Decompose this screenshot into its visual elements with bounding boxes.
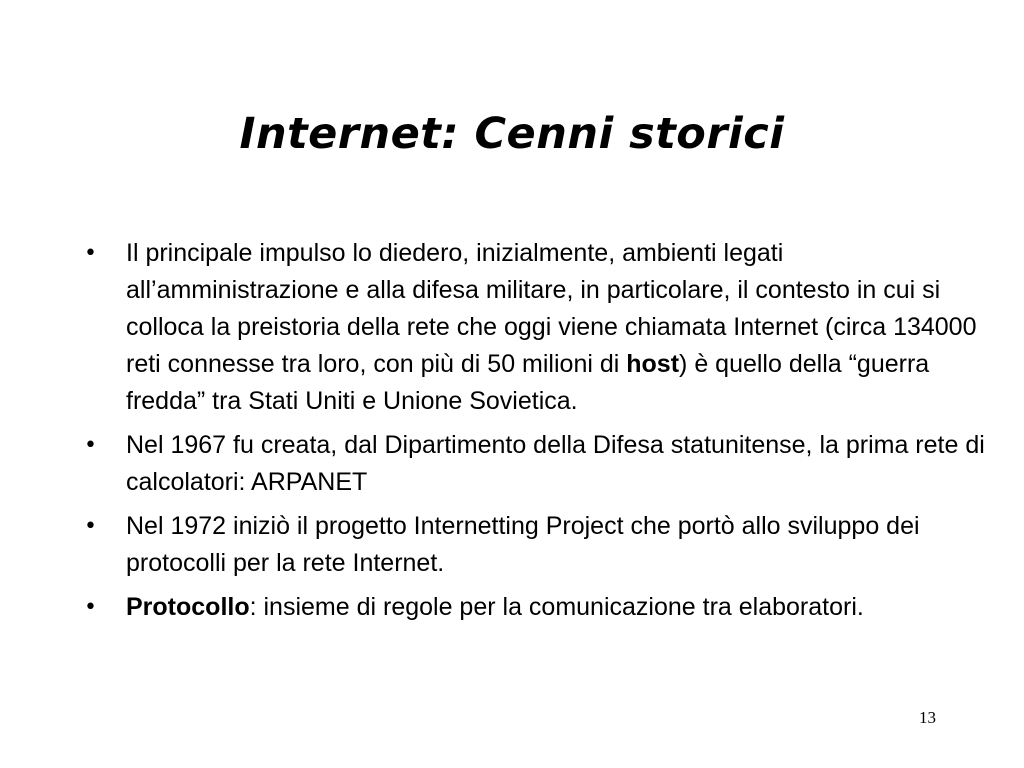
bullet-item-4 [84, 589, 994, 626]
bullet-bold-term: host [626, 350, 680, 378]
bullet-mark: • [84, 433, 97, 458]
bullet-text: : insieme di regole per la comunicazione tra elaboratori. [249, 593, 864, 621]
bullet-text: ) è quello della “guerra fredda” tra Stati Uniti e Unione Sovietica. [126, 350, 930, 415]
bullet-text: Il principale impulso lo diedero, inizialmente, ambienti legati all’amministrazione e alla difesa militare, in particolare, il contesto in cui si colloca la preistoria della rete che oggi viene chiamata Internet (circa 134000 reti connesse tra loro, con più di 50 milioni di [126, 239, 977, 378]
bullet-item-2 [84, 427, 994, 501]
bullet-item-3 [84, 508, 994, 582]
slide-title: Internet: Cenni storici [239, 109, 785, 159]
bullet-mark: • [84, 514, 97, 539]
slide-number: 13 [919, 708, 936, 727]
bullet-bold-term: Protocollo [126, 593, 250, 621]
bullet-mark: • [84, 241, 97, 266]
bullet-item-1 [84, 235, 994, 420]
bullet-mark: • [84, 595, 97, 620]
bullet-list [84, 235, 994, 633]
bullet-text: Nel 1972 iniziò il progetto Internetting Project che portò allo sviluppo dei protocolli per la rete Internet. [126, 512, 920, 577]
bullet-text: Nel 1967 fu creata, dal Dipartimento della Difesa statunitense, la prima rete di calcolatori: ARPANET [126, 431, 985, 496]
